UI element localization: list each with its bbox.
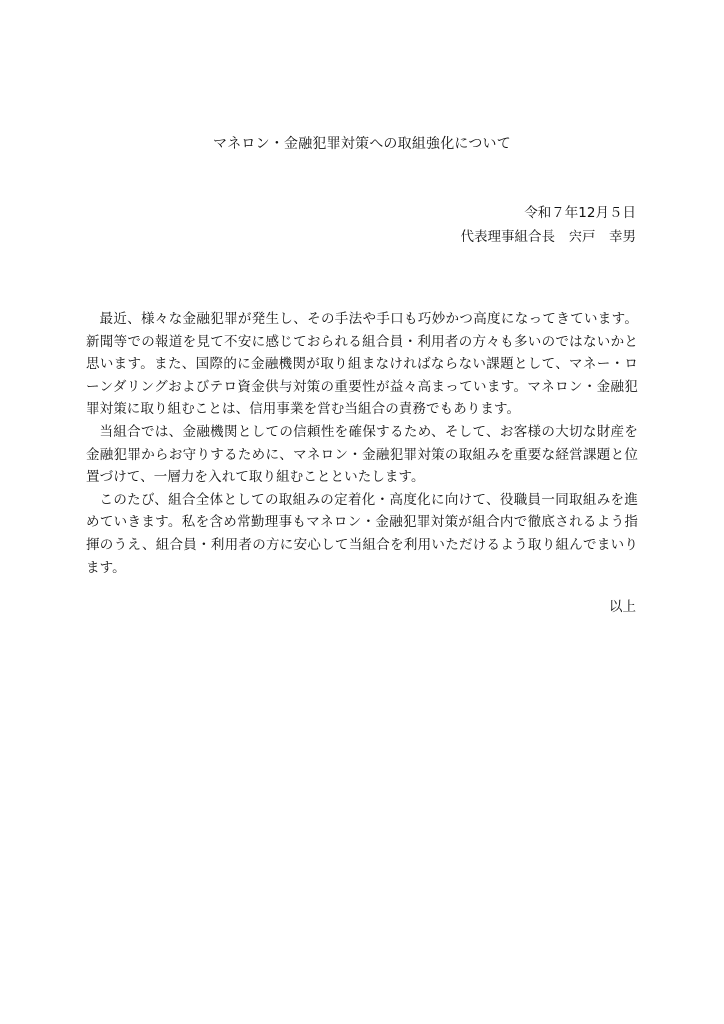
body-paragraph: 当組合では、金融機関としての信頼性を確保するため、そして、お客様の大切な財産を金融犯罪からお守りするために、マネロン・金融犯罪対策の取組みを重要な経営課題と位置づけて、一層力を入れて取り組むことといたします。 xyxy=(86,423,638,486)
document-title: マネロン・金融犯罪対策への取組強化について xyxy=(213,136,511,152)
document-signer: 代表理事組合長 宍戸 幸男 xyxy=(460,229,636,245)
body-paragraph: 最近、様々な金融犯罪が発生し、その手法や手口も巧妙かつ高度になってきています。新聞等での報道を見て不安に感じておられる組合員・利用者の方々も多いのではないかと思います。また、国際的に金融機関が取り組まなければならない課題として、マネー・ローンダリングおよびテロ資金供与対策の重要性が益々高まっています。マネロン・金融犯罪対策に取り組むことは、信用事業を営む当組合の責務でもあります。 xyxy=(86,311,638,418)
body-paragraph: このたび、組合全体としての取組みの定着化・高度化に向けて、役職員一同取組みを進めていきます。私を含め常勤理事もマネロン・金融犯罪対策が組合内で徹底されるよう指揮のうえ、組合員・利用者の方に安心して当組合を利用いただけるよう取り組んでまいります。 xyxy=(86,491,638,576)
document-closing: 以上 xyxy=(609,599,636,615)
document-body xyxy=(86,308,638,579)
document-date: 令和７年12月５日 xyxy=(524,205,636,221)
